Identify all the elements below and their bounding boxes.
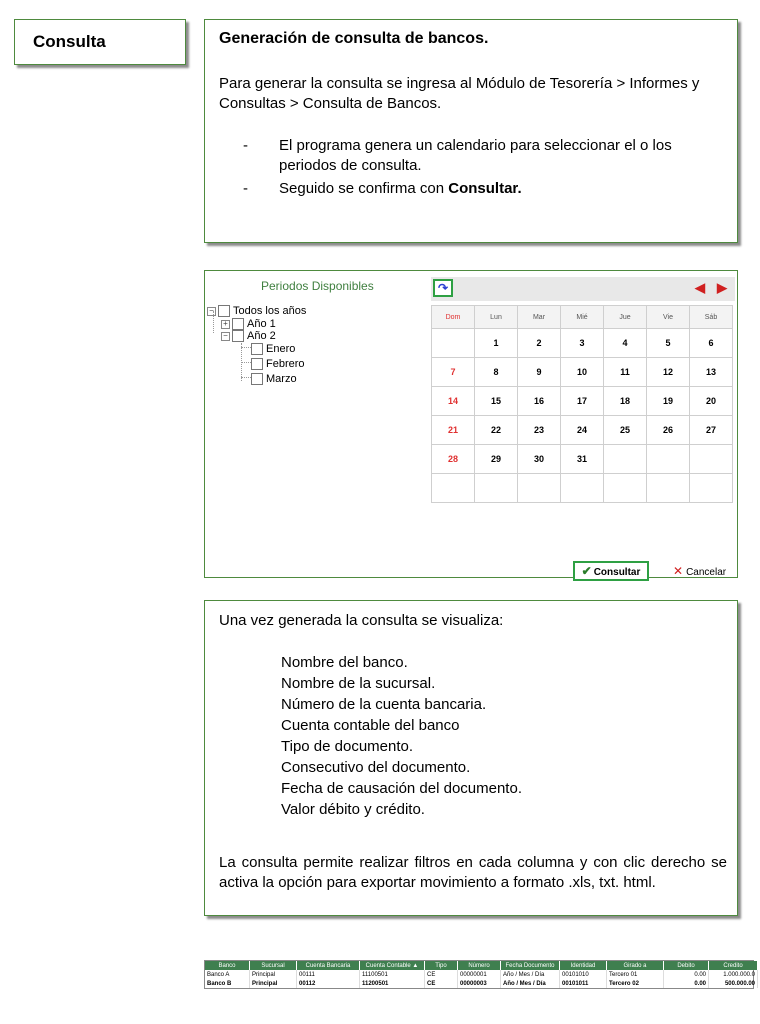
calendar-day[interactable]: 26 (647, 416, 690, 445)
table-row[interactable] (205, 979, 758, 988)
calendar-day[interactable]: 22 (475, 416, 518, 445)
tree-node-all-years[interactable] (207, 305, 306, 318)
result-footer: La consulta permite realizar filtros en cada columna y con clic derecho se activa la opción para exportar movimiento a formato .xls, txt. html. (219, 854, 727, 891)
calendar-day[interactable] (432, 329, 475, 358)
consultar-emphasis: Consultar. (448, 180, 522, 197)
result-intro: Una vez generada la consulta se visualiza: (219, 612, 504, 629)
column-header[interactable]: Fecha Documento (501, 961, 560, 970)
next-month-icon[interactable]: ▶ (717, 280, 727, 295)
calendar-day[interactable]: 10 (561, 358, 604, 387)
checkbox[interactable] (232, 330, 244, 342)
table-cell: Banco B (205, 979, 250, 988)
calendar-day (561, 474, 604, 503)
tree-node-label: Año 2 (247, 330, 276, 342)
calendar-day[interactable]: 11 (604, 358, 647, 387)
intro-paragraph: Para generar la consulta se ingresa al Módulo de Tesorería > Informes y Consultas > Consulta de Bancos. (219, 75, 700, 112)
result-item: Nombre del banco. (281, 654, 408, 671)
table-cell: 11100501 (360, 970, 425, 979)
intro-bullet: - El programa genera un calendario para seleccionar el o los periodos de consulta. (243, 137, 672, 174)
calendar-day[interactable]: 2 (518, 329, 561, 358)
tree-node-month[interactable] (251, 373, 297, 386)
calendar-day[interactable]: 8 (475, 358, 518, 387)
calendar-day[interactable]: 14 (432, 387, 475, 416)
table-cell: 0.00 (664, 970, 709, 979)
calendar-day[interactable] (647, 445, 690, 474)
calendar-day[interactable]: 15 (475, 387, 518, 416)
tree-title: Periodos Disponibles (261, 279, 374, 293)
column-header[interactable]: Credito (709, 961, 758, 970)
tree-node-label: Marzo (266, 373, 297, 385)
table-cell: 11200501 (360, 979, 425, 988)
calendar-week (432, 445, 733, 474)
intro-bullet-text: Seguido se confirma con (279, 180, 449, 197)
consultar-button[interactable] (573, 561, 649, 581)
table-cell: 00000003 (458, 979, 501, 988)
collapse-icon[interactable]: − (221, 332, 230, 341)
calendar-day[interactable]: 6 (690, 329, 733, 358)
weekday-label: Jue (604, 306, 647, 329)
table-cell: CE (425, 979, 458, 988)
check-icon: ✔ (581, 564, 592, 578)
checkbox[interactable] (218, 305, 230, 317)
bank-query-table (204, 960, 754, 989)
weekday-label: Dom (432, 306, 475, 329)
result-item: Consecutivo del documento. (281, 759, 471, 776)
consultar-label: Consultar (593, 567, 641, 578)
calendar-grid (431, 305, 733, 503)
column-header[interactable]: Sucursal (250, 961, 297, 970)
calendar-day[interactable]: 16 (518, 387, 561, 416)
refresh-icon[interactable]: ↷ (433, 279, 453, 297)
calendar-week (432, 387, 733, 416)
column-header[interactable]: Girado a (607, 961, 664, 970)
tree-node-label: Todos los años (233, 305, 307, 317)
expand-icon[interactable]: + (221, 320, 230, 329)
calendar-day[interactable]: 28 (432, 445, 475, 474)
weekday-label: Sáb (690, 306, 733, 329)
calendar-day (432, 474, 475, 503)
table-cell: 00101010 (560, 970, 607, 979)
table-cell: Año / Mes / Día (501, 979, 560, 988)
result-item: Fecha de causación del documento. (281, 780, 522, 797)
calendar-day[interactable]: 27 (690, 416, 733, 445)
calendar-day[interactable]: 29 (475, 445, 518, 474)
table-cell: CE (425, 970, 458, 979)
calendar-day[interactable] (690, 445, 733, 474)
column-header[interactable]: Identidad (560, 961, 607, 970)
checkbox[interactable] (232, 318, 244, 330)
result-item: Nombre de la sucursal. (281, 675, 436, 692)
column-header[interactable]: Tipo (425, 961, 458, 970)
table-cell: Banco A (205, 970, 250, 979)
calendar-day[interactable]: 17 (561, 387, 604, 416)
table-cell: Principal (250, 979, 297, 988)
table-cell: Tercero 02 (607, 979, 664, 988)
period-selection-window (204, 270, 738, 578)
tree-node-year-2[interactable] (221, 330, 276, 343)
calendar-day[interactable]: 20 (690, 387, 733, 416)
checkbox[interactable] (251, 358, 263, 370)
prev-month-icon[interactable]: ◀ (695, 280, 705, 295)
table-row[interactable] (205, 970, 758, 979)
collapse-icon[interactable]: − (207, 307, 216, 316)
intro-bullet-text: El programa genera un calendario para seleccionar el o los periodos de consulta. (279, 137, 672, 174)
calendar-day[interactable]: 3 (561, 329, 604, 358)
calendar-day (647, 474, 690, 503)
calendar-day[interactable]: 21 (432, 416, 475, 445)
table-cell: Principal (250, 970, 297, 979)
weekday-label: Mié (561, 306, 604, 329)
calendar-week (432, 416, 733, 445)
calendar-day[interactable]: 13 (690, 358, 733, 387)
calendar-day[interactable]: 31 (561, 445, 604, 474)
calendar-week (432, 329, 733, 358)
periods-tree (205, 271, 429, 571)
calendar-day[interactable]: 4 (604, 329, 647, 358)
weekday-label: Lun (475, 306, 518, 329)
calendar-day[interactable]: 12 (647, 358, 690, 387)
calendar-week (432, 474, 733, 503)
table-cell: 00112 (297, 979, 360, 988)
weekday-label: Vie (647, 306, 690, 329)
table-cell: 00000001 (458, 970, 501, 979)
section-label: Consulta (33, 32, 106, 51)
calendar-day[interactable]: 30 (518, 445, 561, 474)
column-header[interactable]: Debito (664, 961, 709, 970)
table-cell: 0.00 (664, 979, 709, 988)
tree-node-label: Febrero (266, 358, 305, 370)
cancelar-button[interactable] (673, 563, 726, 581)
cancelar-label: Cancelar (686, 567, 727, 578)
calendar-week (432, 358, 733, 387)
result-item: Cuenta contable del banco (281, 717, 460, 734)
calendar-toolbar (431, 277, 735, 301)
weekday-label: Mar (518, 306, 561, 329)
calendar-day[interactable]: 23 (518, 416, 561, 445)
table-header (205, 961, 758, 970)
calendar-day[interactable]: 19 (647, 387, 690, 416)
intro-box (204, 19, 738, 243)
intro-title: Generación de consulta de bancos. (219, 30, 489, 47)
calendar (431, 277, 735, 577)
calendar-day[interactable] (604, 445, 647, 474)
calendar-day[interactable]: 5 (647, 329, 690, 358)
tree-node-month[interactable] (251, 358, 305, 371)
column-header[interactable]: Cuenta Bancaria (297, 961, 360, 970)
weekday-header (432, 306, 733, 329)
table-cell: 00101011 (560, 979, 607, 988)
tree-node-month[interactable] (251, 343, 295, 356)
result-description-box (204, 600, 738, 916)
table-cell: 500.000.00 (709, 979, 758, 988)
table-cell: Tercero 01 (607, 970, 664, 979)
section-label-box (14, 19, 186, 65)
calendar-day[interactable]: 7 (432, 358, 475, 387)
checkbox[interactable] (251, 343, 263, 355)
result-item: Número de la cuenta bancaria. (281, 696, 487, 713)
column-header[interactable]: Cuenta Contable ▲ (360, 961, 425, 970)
calendar-day[interactable]: 1 (475, 329, 518, 358)
calendar-day (518, 474, 561, 503)
intro-bullets (243, 136, 731, 202)
table-cell: Año / Mes / Día (501, 970, 560, 979)
calendar-day (604, 474, 647, 503)
tree-node-label: Enero (266, 343, 296, 355)
calendar-day[interactable]: 24 (561, 416, 604, 445)
calendar-day[interactable]: 9 (518, 358, 561, 387)
intro-bullet: - Seguido se confirma con Consultar. (243, 180, 522, 197)
calendar-day[interactable]: 25 (604, 416, 647, 445)
calendar-day[interactable]: 18 (604, 387, 647, 416)
result-items (281, 653, 522, 821)
calendar-day (475, 474, 518, 503)
tree-node-label: Año 1 (247, 318, 276, 330)
result-item: Tipo de documento. (281, 738, 414, 755)
table-cell: 1.000.000.0 (709, 970, 758, 979)
table-cell: 00111 (297, 970, 360, 979)
result-item: Valor débito y crédito. (281, 801, 425, 818)
column-header[interactable]: Número (458, 961, 501, 970)
checkbox[interactable] (251, 373, 263, 385)
calendar-day (690, 474, 733, 503)
close-icon: ✕ (673, 564, 684, 578)
column-header[interactable]: Banco (205, 961, 250, 970)
